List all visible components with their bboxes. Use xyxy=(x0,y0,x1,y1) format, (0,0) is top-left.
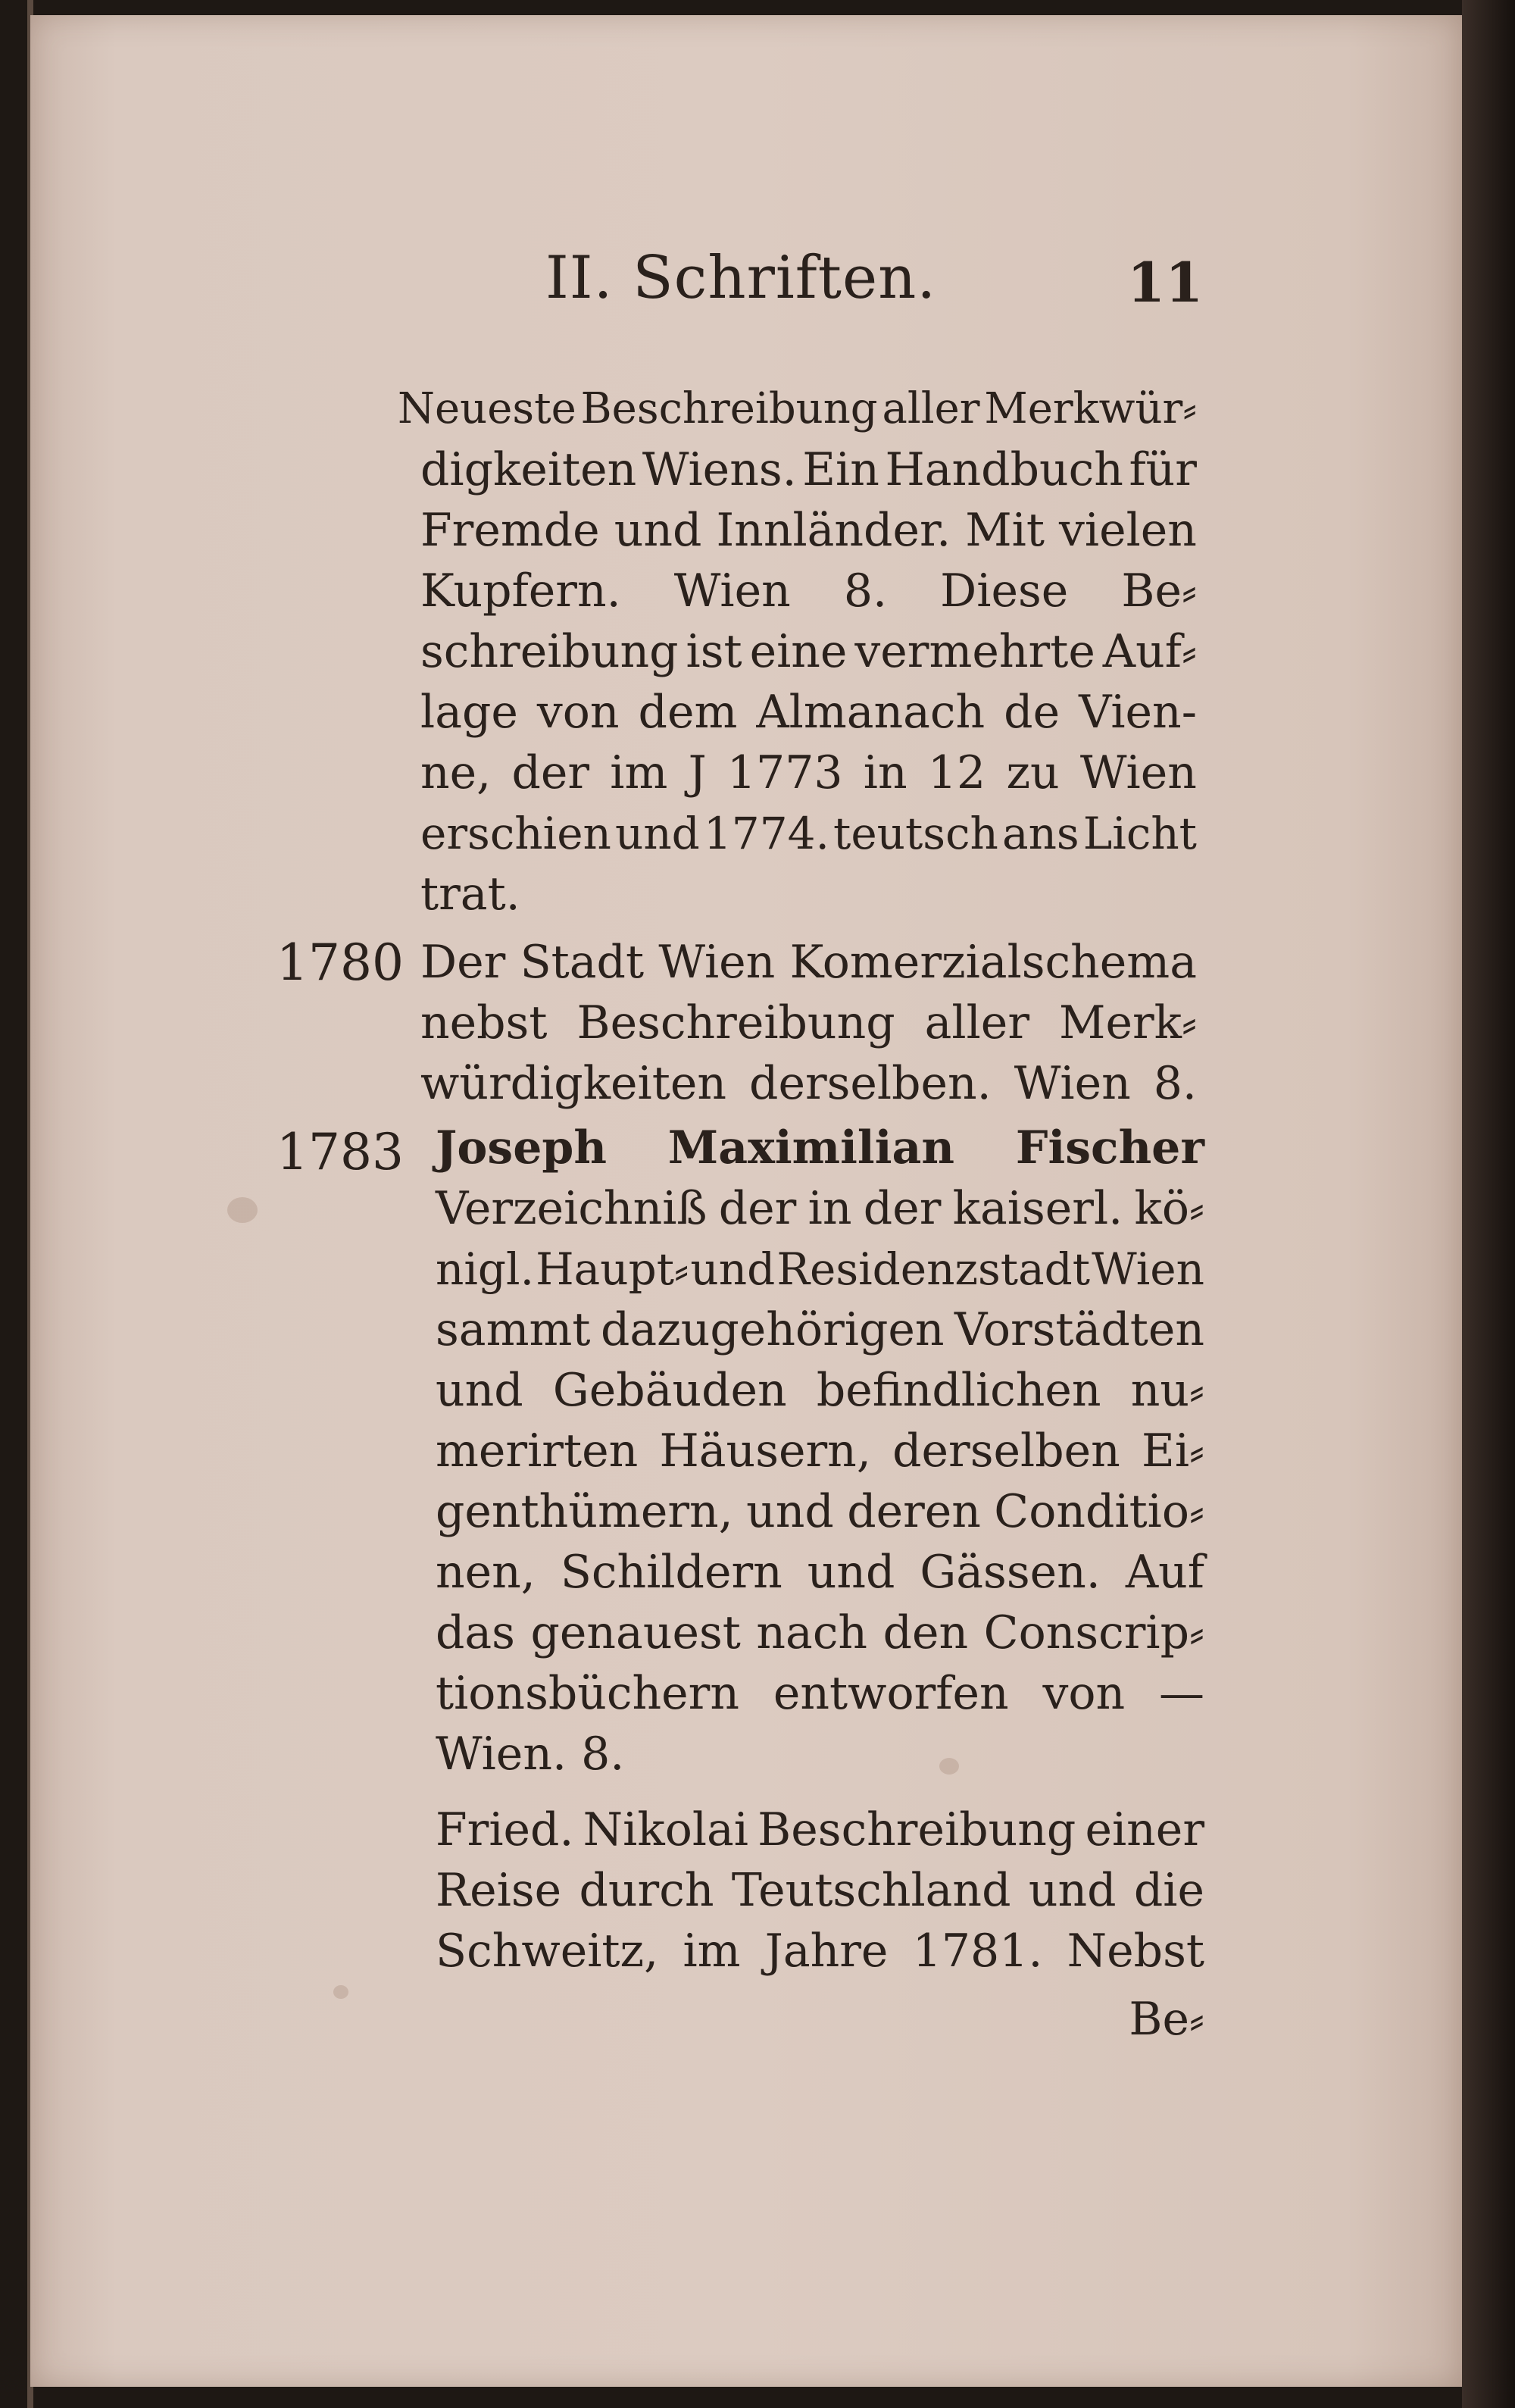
text-line: nigl. Haupt⸗ und Residenzstadt Wien xyxy=(436,1243,1204,1295)
text-line: würdigkeiten derselben. Wien 8. xyxy=(420,1057,1197,1110)
text-line: Fried. Nikolai Beschreibung einer xyxy=(436,1803,1204,1856)
text-line: Verzeichniß der in der kaiserl. kö⸗ xyxy=(436,1182,1204,1235)
text-line: genthümern, und deren Conditio⸗ xyxy=(436,1485,1204,1538)
text-line: ne, der im J 1773 in 12 zu Wien xyxy=(420,746,1197,799)
text-line: Wien. 8. xyxy=(436,1728,625,1781)
text-line: und Gebäuden befindlichen nu⸗ xyxy=(436,1364,1204,1417)
text-line: lage von dem Almanach de Vien- xyxy=(420,686,1197,739)
running-header: II. Schriften. xyxy=(545,244,937,312)
text-line: Schweitz, im Jahre 1781. Nebst xyxy=(436,1925,1204,1978)
catchword: Be⸗ xyxy=(1129,1993,1204,2046)
text-line: erschien und 1774. teutsch ans Licht xyxy=(420,808,1197,859)
text-line: sammt dazugehörigen Vorstädten xyxy=(436,1303,1204,1356)
page-number: 11 xyxy=(1127,250,1204,314)
text-line: digkeiten Wiens. Ein Handbuch für xyxy=(420,443,1197,496)
text-line: Neueste Beschreibung aller Merkwür⸗ xyxy=(398,384,1197,433)
text-line: Kupfern. Wien 8. Diese Be⸗ xyxy=(420,564,1197,618)
text-line: nebst Beschreibung aller Merk⸗ xyxy=(420,996,1197,1049)
text-line: nen, Schildern und Gässen. Auf xyxy=(436,1546,1204,1599)
paper-stain xyxy=(333,1985,348,1999)
text-line: Der Stadt Wien Komerzialschema xyxy=(420,936,1197,989)
text-line: das genauest nach den Conscrip⸗ xyxy=(436,1606,1204,1659)
text-line: tionsbüchern entworfen von — xyxy=(436,1667,1204,1720)
text-line: Fremde und Innländer. Mit vielen xyxy=(420,504,1197,557)
text-line: schreibung ist eine vermehrte Auf⸗ xyxy=(420,625,1197,678)
author-line: Joseph Maximilian Fischer xyxy=(436,1121,1204,1174)
entry-year: 1783 xyxy=(276,1123,404,1181)
book-edge xyxy=(1462,0,1515,2408)
paper-stain xyxy=(227,1197,258,1223)
text-line: trat. xyxy=(420,868,520,921)
text-line: Reise durch Teutschland und die xyxy=(436,1864,1204,1917)
entry-year: 1780 xyxy=(276,933,404,992)
text-line: merirten Häusern, derselben Ei⸗ xyxy=(436,1424,1204,1478)
